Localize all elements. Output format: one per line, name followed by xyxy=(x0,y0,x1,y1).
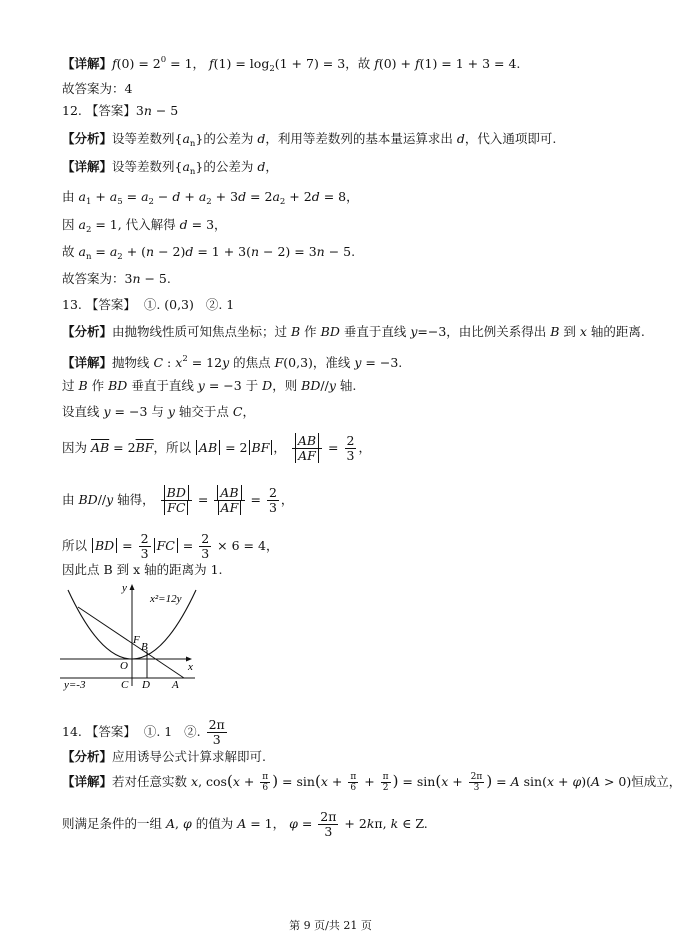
line-FA xyxy=(78,607,184,678)
y-axis-arrow xyxy=(130,584,135,590)
parabola-figure xyxy=(60,582,210,692)
q12-step-3: 故 $a_n = a_2 + (n - 2)d = 1 + 3(n - 2) = 3n - 5$. xyxy=(62,244,356,262)
q14-conclusion: 则满足条件的一组 A, φ 的值为 A = 1， φ = $\frac{2\pi}{3}$ + 2kπ, k ∈ Z. xyxy=(62,809,428,839)
point-A-label: A xyxy=(172,679,179,691)
x-axis-label: x xyxy=(188,661,193,673)
q13-conclusion: 因此点 B 到 x 轴的距离为 1. xyxy=(62,562,223,577)
page-footer: 第 9 页/共 21 页 xyxy=(289,919,372,932)
q14-detail-line: 【详解】若对任意实数 x, cos(x + $\frac{\pi}{6}$ ) = sin(x + $\frac{\pi}{6}$ + $\frac{\pi}{2}$ ) = sin(x + $\frac{2\pi}{3}$ ) = A sin(x + φ)(A > 0)恒成立， xyxy=(62,772,681,793)
q12-detail-line: 【详解】设等差数列$\{a_n\}$的公差为 d， xyxy=(62,159,278,177)
q12-answer-value: 3n − 5 xyxy=(135,103,179,118)
q14-answer-2: ②. $\frac{2\pi}{3}$ xyxy=(184,717,225,747)
q11-detail-label: 【详解】 xyxy=(62,56,113,71)
point-D-label: D xyxy=(142,679,150,691)
q11-answer: 故答案为：4 xyxy=(62,81,133,96)
q13-step-5: 所以 BD = $\frac{2}{3}$ FC = $\frac{2}{3}$ × 6 = 4， xyxy=(62,531,279,561)
q13-detail-line: 【详解】抛物线 C : $x^2 = 12y$ 的焦点 F(0,3)，准线 y = −3. xyxy=(62,354,403,370)
q14-analysis-label: 【分析】 xyxy=(62,749,113,764)
point-B-label: B xyxy=(141,641,148,653)
q14-answer-line xyxy=(62,718,229,747)
q13-step-1: 过 B 作 BD 垂直于直线 y = −3 于 D，则 BD//y 轴. xyxy=(62,378,357,393)
q14-analysis-text: 应用诱导公式计算求解即可. xyxy=(112,749,266,764)
q13-step-4: 由 BD//y 轴得， $\frac{BD}{FC}$ = $\frac{AB}{AF}$ = $\frac{2}{3}$ ， xyxy=(62,485,294,515)
q13-detail-label: 【详解】 xyxy=(62,355,113,370)
q14-detail-label: 【详解】 xyxy=(62,774,113,789)
curve-label: x²=12y xyxy=(150,593,182,605)
point-C-label: C xyxy=(121,679,129,691)
q12-analysis-label: 【分析】 xyxy=(62,131,113,146)
q13-step-2: 设直线 y = −3 与 y 轴交于点 C， xyxy=(62,404,255,419)
q12-answer: 故答案为：3n − 5. xyxy=(62,271,171,286)
directrix-label: y=-3 xyxy=(64,679,86,691)
q12-step-1: 由 $a_1 + a_5 = a_2 - d + a_2 + 3d = 2a_2 + 2d = 8$， xyxy=(62,189,359,207)
q13-answer-line xyxy=(62,296,234,314)
q13-answer-heading: 13. 【答案】 xyxy=(62,297,136,312)
q14-analysis-line xyxy=(62,748,266,766)
q13-answer-2: ②. 1 xyxy=(205,297,235,312)
point-O-label: O xyxy=(120,660,128,672)
q13-analysis-label: 【分析】 xyxy=(62,324,113,339)
q12-detail-label: 【详解】 xyxy=(62,159,113,174)
q11-detail-line: 【详解】$f(0) = 2^0 = 1$， $f(1) = \log_2(1 + 7) = 3$，故 f(0) + f(1) = 1 + 3 = 4. xyxy=(62,55,521,74)
y-axis-label: y xyxy=(122,582,127,594)
q12-answer-heading: 12. 【答案】 xyxy=(62,103,136,118)
q13-answer-1: ①. (0,3) xyxy=(143,297,194,312)
q14-answer-heading: 14. 【答案】 xyxy=(62,724,136,739)
point-F-label: F xyxy=(133,634,140,646)
q12-analysis-line: 【分析】设等差数列$\{a_n\}$的公差为 d，利用等差数列的基本量运算求出 d，代入通项即可. xyxy=(62,131,557,149)
q12-step-2: 因 $a_2 = 1$, 代入解得 d = 3， xyxy=(62,217,227,235)
q14-answer-1: ①. 1 xyxy=(143,724,173,739)
q12-answer-line xyxy=(62,102,178,120)
q13-analysis-line: 【分析】由抛物线性质可知焦点坐标；过 B 作 BD 垂直于直线 y=−3，由比例关系得出 B 到 x 轴的距离. xyxy=(62,324,645,339)
q13-step-3: 因为 $\overline{AB} = 2\overline{BF}$，所以 AB = 2 BF ， $\frac{AB}{AF}$ = $\frac{2}{3}$ ， xyxy=(62,433,371,463)
